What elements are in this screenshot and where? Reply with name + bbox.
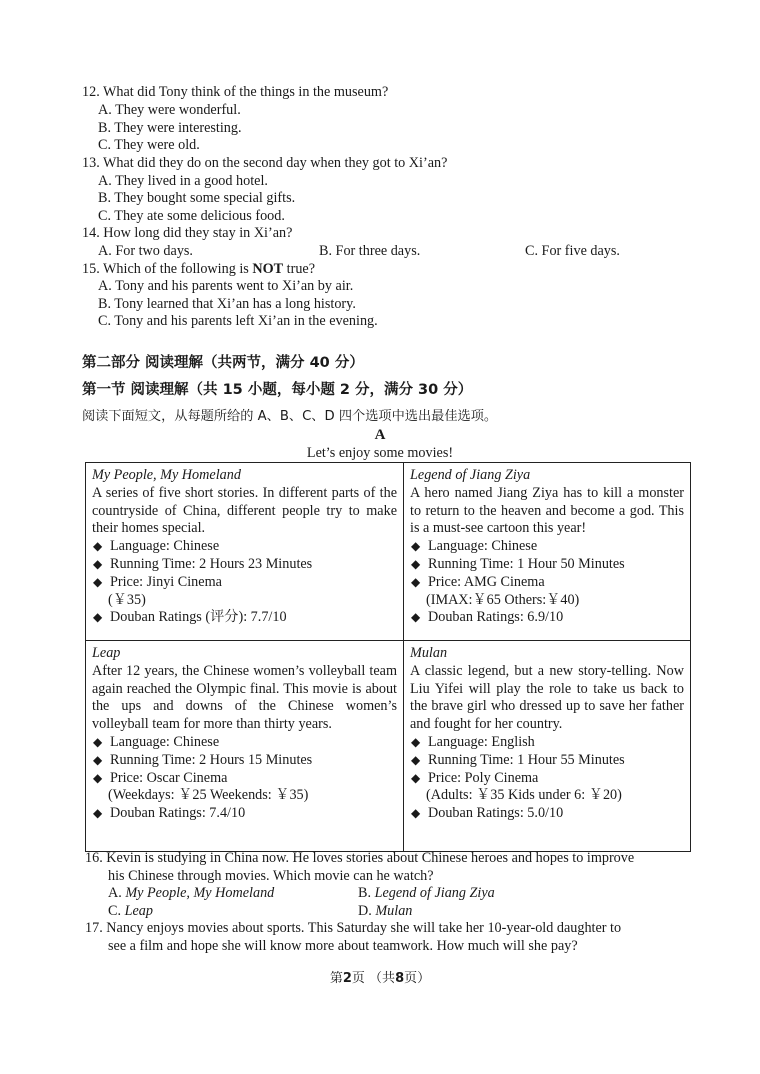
page-number: 2: [342, 971, 352, 986]
table-row: [86, 463, 691, 641]
question-16-option-b: B. Legend of Jiang Ziya: [358, 885, 495, 901]
bullet-icon: ◆: [93, 806, 103, 821]
movie-price: ◆ Price: AMG Cinema: [411, 573, 545, 590]
movie-price-detail: (IMAX:￥65 Others:￥40): [426, 591, 580, 608]
movie-rating: ◆ Douban Ratings (评分): 7.7/10: [93, 609, 287, 626]
passage-title: Let’s enjoy some movies!: [306, 445, 454, 461]
question-13-option-b: B. They bought some special gifts.: [98, 190, 296, 206]
question-15-option-c: C. Tony and his parents left Xi’an in the evening.: [98, 313, 378, 329]
bullet-icon: ◆: [411, 556, 421, 571]
bullet-icon: ◆: [93, 574, 103, 589]
question-16-option-d: D. Mulan: [358, 903, 413, 919]
movie-price: ◆ Price: Oscar Cinema: [93, 769, 228, 786]
bullet-icon: ◆: [411, 574, 421, 589]
movie-title: Leap: [92, 645, 121, 661]
bullet-icon: ◆: [411, 734, 421, 749]
question-17-stem-line1: 17. Nancy enjoys movies about sports. This Saturday she will take her 10-year-old daughter to: [85, 920, 622, 936]
movie-price: ◆ Price: Poly Cinema: [411, 769, 539, 786]
movie-language: ◆ Language: English: [411, 733, 535, 750]
movie-title: Mulan: [410, 645, 448, 661]
bullet-icon: ◆: [93, 610, 103, 625]
question-13-option-c: C. They ate some delicious food.: [98, 208, 285, 224]
movie-running-time: ◆ Running Time: 2 Hours 15 Minutes: [93, 751, 313, 768]
movie-language: ◆ Language: Chinese: [93, 538, 220, 555]
movie-running-time: ◆ Running Time: 1 Hour 50 Minutes: [411, 555, 625, 572]
movie-title: My People, My Homeland: [92, 467, 241, 483]
movie-price-detail: (Adults: ￥35 Kids under 6: ￥20): [426, 787, 622, 804]
bullet-icon: ◆: [411, 770, 421, 785]
movie-rating: ◆ Douban Ratings: 6.9/10: [411, 609, 564, 626]
movie-cell-leap: [86, 641, 404, 852]
bullet-icon: ◆: [93, 539, 103, 554]
movie-rating: ◆ Douban Ratings: 7.4/10: [93, 805, 246, 822]
part-two-title: 第二部分 阅读理解（共两节，满分 40 分）: [82, 355, 364, 371]
question-12-option-c: C. They were old.: [98, 137, 200, 153]
question-12-option-b: B. They were interesting.: [98, 120, 242, 136]
table-row: [86, 641, 691, 852]
movie-description: A hero named Jiang Ziya has to kill a monster to return to the heaven and become a god. This is a must-see cartoon this year!: [410, 484, 684, 537]
movie-language: ◆ Language: Chinese: [93, 733, 220, 750]
question-14-stem: 14. How long did they stay in Xi’an?: [82, 225, 293, 241]
question-15-option-a: A. Tony and his parents went to Xi’an by air.: [98, 278, 354, 294]
question-15-emphasis: NOT: [252, 261, 284, 277]
movie-cell-mulan: [404, 641, 691, 852]
question-17-stem-line2: see a film and hope she will know more about teamwork. How much will she pay?: [108, 938, 578, 954]
bullet-icon: ◆: [93, 556, 103, 571]
page-footer: 第2页 （共8页）: [329, 971, 431, 986]
question-16-option-a: A. My People, My Homeland: [108, 885, 275, 901]
movie-description: After 12 years, the Chinese women’s volleyball team again reached the Olympic final. This movie is about the ups and downs of the Chinese women’s volleyball team for more than thirty years.: [92, 662, 397, 733]
movies-table: [85, 462, 691, 852]
passage-label: A: [374, 427, 386, 443]
bullet-icon: ◆: [93, 770, 103, 785]
question-14-option-b: B. For three days.: [319, 243, 421, 259]
question-12-option-a: A. They were wonderful.: [98, 102, 241, 118]
movie-running-time: ◆ Running Time: 1 Hour 55 Minutes: [411, 751, 625, 768]
movie-price-detail: (￥35): [108, 591, 146, 608]
bullet-icon: ◆: [411, 752, 421, 767]
bullet-icon: ◆: [411, 539, 421, 554]
bullet-icon: ◆: [93, 734, 103, 749]
bullet-icon: ◆: [411, 610, 421, 625]
question-16-option-c: C. Leap: [108, 903, 153, 919]
movie-language: ◆ Language: Chinese: [411, 538, 538, 555]
movie-description: A series of five short stories. In different parts of the countryside of China, different people try to make their homes special.: [92, 484, 397, 537]
question-14-option-a: A. For two days.: [98, 243, 193, 259]
question-15-option-b: B. Tony learned that Xi’an has a long history.: [98, 296, 356, 312]
bullet-icon: ◆: [93, 752, 103, 767]
question-14-option-c: C. For five days.: [525, 243, 620, 259]
question-15-stem: 15. Which of the following is NOT true?: [82, 261, 316, 277]
question-16-stem-line2: his Chinese through movies. Which movie can he watch?: [108, 868, 434, 884]
movie-title: Legend of Jiang Ziya: [410, 467, 531, 483]
movie-cell-legend-of-jiang-ziya: [404, 463, 691, 641]
page-total: 8: [395, 971, 405, 986]
movie-description: A classic legend, but a new story-telling. Now Liu Yifei will play the role to take us back to the brave girl who dressed up to save her father and fought for her country.: [410, 662, 684, 733]
bullet-icon: ◆: [411, 806, 421, 821]
movie-price-detail: (Weekdays: ￥25 Weekends: ￥35): [108, 787, 309, 804]
question-13-option-a: A. They lived in a good hotel.: [98, 173, 268, 189]
movie-cell-my-people-my-homeland: [86, 463, 404, 641]
movie-running-time: ◆ Running Time: 2 Hours 23 Minutes: [93, 555, 313, 572]
section-one-title: 第一节 阅读理解（共 15 小题，每小题 2 分，满分 30 分）: [82, 382, 473, 398]
question-13-stem: 13. What did they do on the second day when they got to Xi’an?: [82, 155, 448, 171]
movie-rating: ◆ Douban Ratings: 5.0/10: [411, 805, 564, 822]
movie-price: ◆ Price: Jinyi Cinema: [93, 573, 222, 590]
question-16-stem-line1: 16. Kevin is studying in China now. He loves stories about Chinese heroes and hopes to improve: [85, 850, 635, 866]
question-12-stem: 12. What did Tony think of the things in the museum?: [82, 84, 389, 100]
section-instruction: 阅读下面短文，从每题所给的 A、B、C、D 四个选项中选出最佳选项。: [82, 409, 498, 424]
